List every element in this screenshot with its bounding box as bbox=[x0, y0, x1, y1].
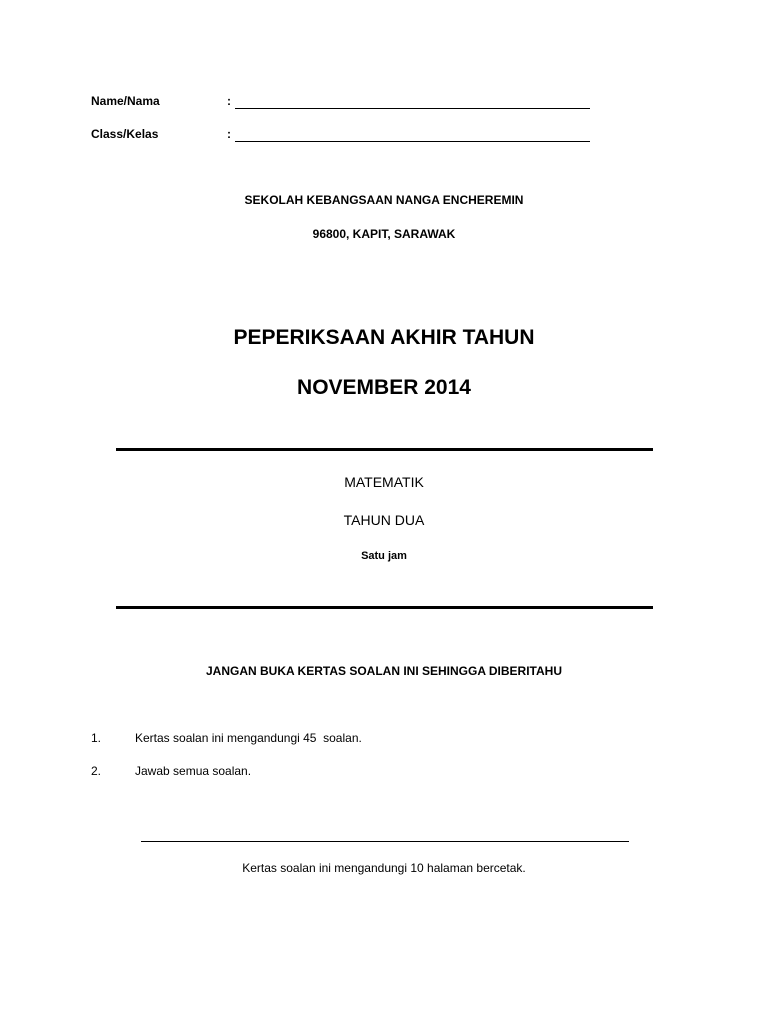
top-divider bbox=[116, 448, 653, 451]
warning-notice: JANGAN BUKA KERTAS SOALAN INI SEHINGGA DIBERITAHU bbox=[205, 664, 562, 678]
class-label: Class/Kelas bbox=[91, 127, 159, 141]
exam-date: NOVEMBER 2014 bbox=[297, 376, 471, 399]
instruction-number: 1. bbox=[91, 731, 102, 745]
instruction-text: Jawab semua soalan. bbox=[135, 764, 252, 778]
subject-year: TAHUN DUA bbox=[343, 512, 425, 528]
bottom-divider bbox=[116, 606, 653, 609]
footer-divider bbox=[141, 841, 629, 842]
school-address: 96800, KAPIT, SARAWAK bbox=[312, 227, 456, 241]
name-colon: : bbox=[227, 94, 231, 108]
page-count-note: Kertas soalan ini mengandungi 10 halaman bercetak. bbox=[242, 861, 526, 875]
name-input-line[interactable] bbox=[235, 108, 590, 109]
instruction-text: Kertas soalan ini mengandungi 45 soalan. bbox=[135, 731, 362, 745]
subject-name: MATEMATIK bbox=[344, 474, 424, 490]
instruction-number: 2. bbox=[91, 764, 102, 778]
class-input-line[interactable] bbox=[235, 141, 590, 142]
exam-duration: Satu jam bbox=[361, 550, 407, 562]
name-label: Name/Nama bbox=[91, 94, 160, 108]
class-colon: : bbox=[227, 127, 231, 141]
exam-title: PEPERIKSAAN AKHIR TAHUN bbox=[233, 326, 535, 349]
school-name: SEKOLAH KEBANGSAAN NANGA ENCHEREMIN bbox=[244, 193, 524, 207]
